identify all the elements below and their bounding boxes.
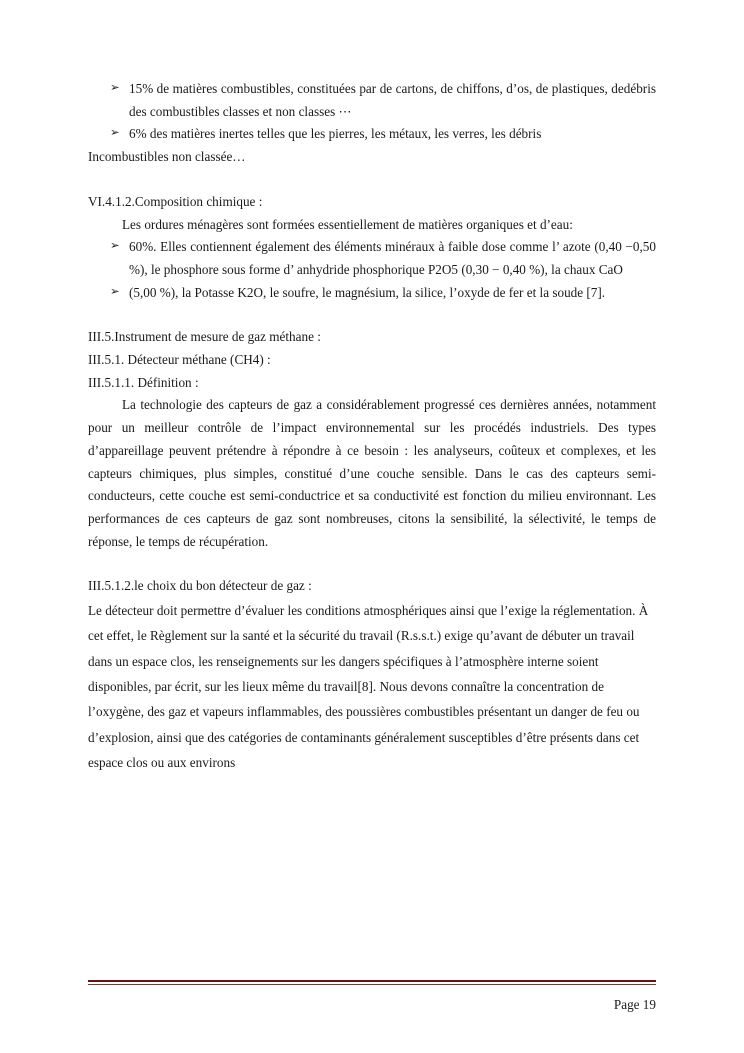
footer-rule-thin bbox=[88, 984, 656, 985]
paragraph: Le détecteur doit permettre d’évaluer les conditions atmosphériques ainsi que l’exige la réglementation. À cet effet, le Règlement sur la santé et la sécurité du travail (R.s.s.t.) exige qu’avant de débuter un travail dans un espace clos, les renseignements sur les dangers spécifiques à l’atmosphère interne soient disponibles, par écrit, sur les lieux même du travail[8]. Nous devons connaître la concentration de l’oxygène, des gaz et vapeurs inflammables, des poussières combustibles présentant un danger de feu ou d’explosion, ainsi que des catégories de contaminants généralement susceptibles d’être présents dans cet espace clos ou aux environs bbox=[88, 603, 649, 771]
list-item-text: (5,00 %), la Potasse K2O, le soufre, le magnésium, la silice, l’oxyde de fer et la soude [7]. bbox=[129, 284, 606, 300]
page-number: Page 19 bbox=[613, 997, 656, 1012]
section-heading: VI.4.1.2.Composition chimique : bbox=[88, 193, 263, 209]
list-item bbox=[88, 282, 656, 305]
bullet-arrow-icon: ➢ bbox=[110, 238, 120, 253]
bullet-arrow-icon: ➢ bbox=[110, 125, 120, 140]
spacer bbox=[88, 169, 656, 191]
list-item-text: 6% des matières inertes telles que les pierres, les métaux, les verres, les débris bbox=[129, 126, 542, 142]
paragraph: La technologie des capteurs de gaz a considérablement progressé ces dernières années, notamment pour un meilleur contrôle de l’impact environnemental sur les procédés industriels. Des types d’appareillage peuvent prétendre à répondre à ce besoin : les analyseurs, coûteux et complexes, et les capteurs chimiques, plus simples, constitué d’une couche sensible. Dans le cas des capteurs semi-conducteurs, cette couche est semi-conductrice et sa conductivité est fonction du milieu environnant. Les performances de ces capteurs de gaz sont nombreuses, citons la sensibilité, la sélectivité, le temps de réponse, le temps de récupération. bbox=[88, 397, 656, 549]
list-item-text: 15% de matières combustibles, constituées par de cartons, de chiffons, d’os, de plastiques, dedébris des combustibles classes et non classes ⋯ bbox=[129, 81, 656, 119]
paragraph: Les ordures ménagères sont formées essentiellement de matières organiques et d’eau: bbox=[122, 216, 573, 232]
section-heading: III.5.1.2.le choix du bon détecteur de gaz : bbox=[88, 578, 312, 594]
list-item bbox=[88, 236, 656, 281]
document-body bbox=[88, 78, 656, 775]
bullet-arrow-icon: ➢ bbox=[110, 283, 120, 298]
bullet-arrow-icon: ➢ bbox=[110, 80, 120, 94]
section-heading: III.5.1. Détecteur méthane (CH4) : bbox=[88, 352, 271, 368]
section-heading: III.5.1.1. Définition : bbox=[88, 374, 199, 390]
list-item bbox=[88, 78, 656, 123]
footer-rule-thick bbox=[88, 980, 656, 982]
list-item-text: 60%. Elles contiennent également des éléments minéraux à faible dose comme l’ azote (0,40 −0,50 %), le phosphore sous forme d’ anhydride phosphorique P2O5 (0,30 − 0,40 %), la chaux CaO bbox=[129, 239, 656, 277]
section-heading: III.5.Instrument de mesure de gaz méthane : bbox=[88, 329, 321, 345]
list-item bbox=[88, 123, 656, 146]
spacer bbox=[88, 304, 656, 326]
paragraph: Incombustibles non classée… bbox=[88, 149, 246, 165]
footer-divider bbox=[88, 980, 656, 985]
spacer bbox=[88, 553, 656, 575]
